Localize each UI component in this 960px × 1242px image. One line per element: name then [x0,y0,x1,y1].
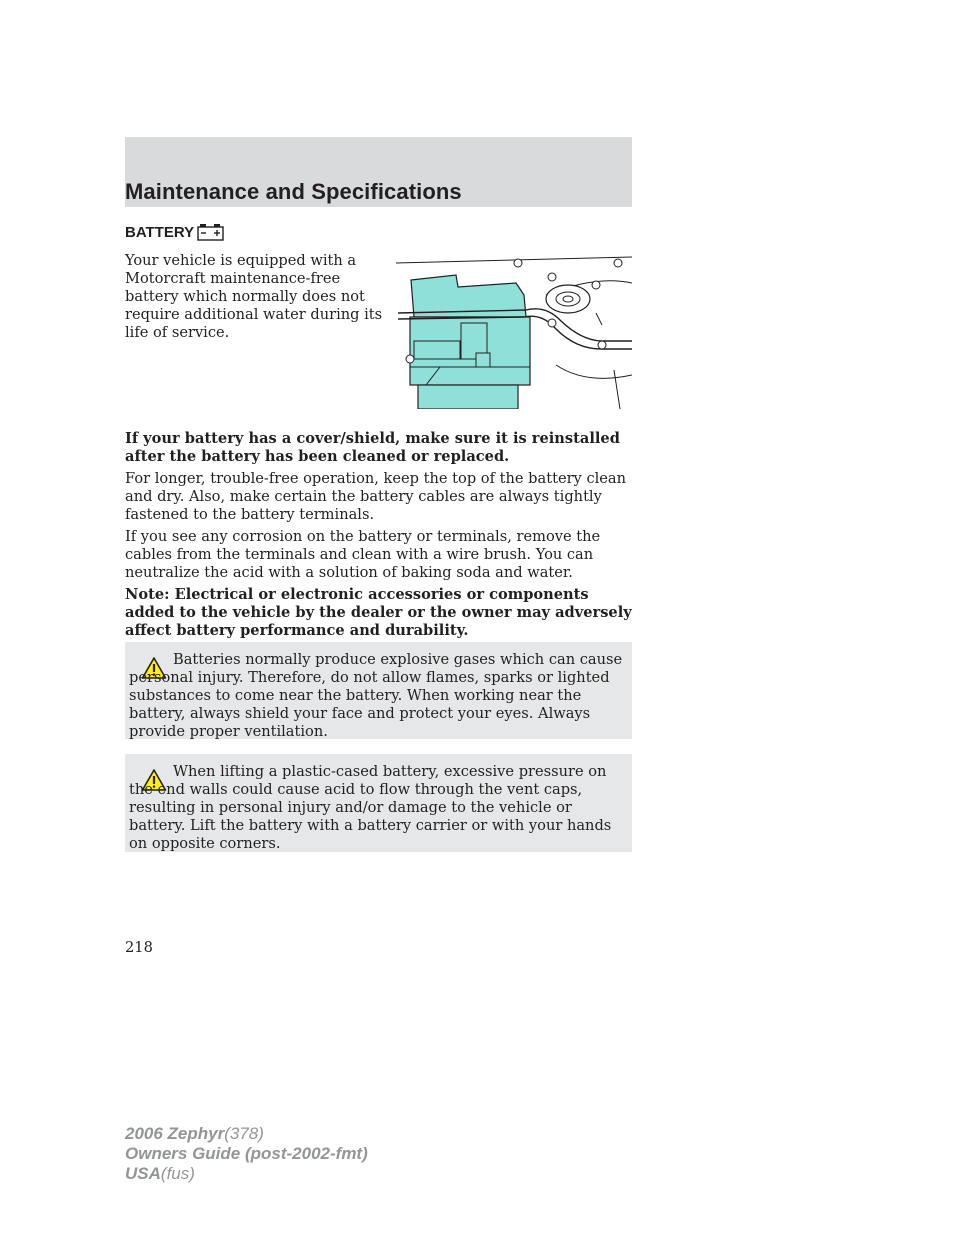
page-title: Maintenance and Specifications [125,179,462,204]
footer-market-code: (fus) [160,1164,195,1183]
battery-icon [197,223,225,241]
section-heading [125,223,225,241]
intro-paragraph: Your vehicle is equipped with a Motorcraft maintenance-free battery which normally does not require additional water during its life of service. [125,252,383,341]
accessories-note: Note: Electrical or electronic accessories or components added to the vehicle by the dealer or the owner may adversely affect battery performance and durability. [125,586,632,639]
reinstall-cover-note: If your battery has a cover/shield, make sure it is reinstalled after the battery has been cleaned or replaced. [125,430,620,465]
section-header-band [125,137,632,207]
warning-box-lifting-battery [125,754,632,852]
footer-model-code: (378) [224,1124,264,1143]
document-footer [125,1124,368,1184]
warning-text: When lifting a plastic-cased battery, excessive pressure on the end walls could cause acid to flow through the vent caps, resulting in personal injury and/or damage to the vehicle or battery. Lift the battery with a battery carrier or with your hands on opposite corners. [129,763,612,852]
footer-market: USA [125,1164,161,1183]
section-heading-text: BATTERY [125,223,195,241]
corrosion-paragraph: If you see any corrosion on the battery or terminals, remove the cables from the terminals and clean with a wire brush. You can neutralize the acid with a solution of baking soda and water. [125,528,601,581]
battery-care-paragraph: For longer, trouble-free operation, keep the top of the battery clean and dry. Also, make certain the battery cables are always tightly fastened to the battery terminals. [125,470,627,523]
warning-box-explosive-gases [125,642,632,739]
warning-text: Batteries normally produce explosive gases which can cause personal injury. Therefore, do not allow flames, sparks or lighted substances to come near the battery. When working near the battery, always shield your face and protect your eyes. Always provide proper ventilation. [129,651,623,740]
battery-location-illustration [396,255,632,409]
footer-guide-name: Owners Guide (post-2002-fmt) [125,1144,368,1163]
footer-model: 2006 Zephyr [125,1124,225,1143]
page-number: 218 [125,939,153,956]
